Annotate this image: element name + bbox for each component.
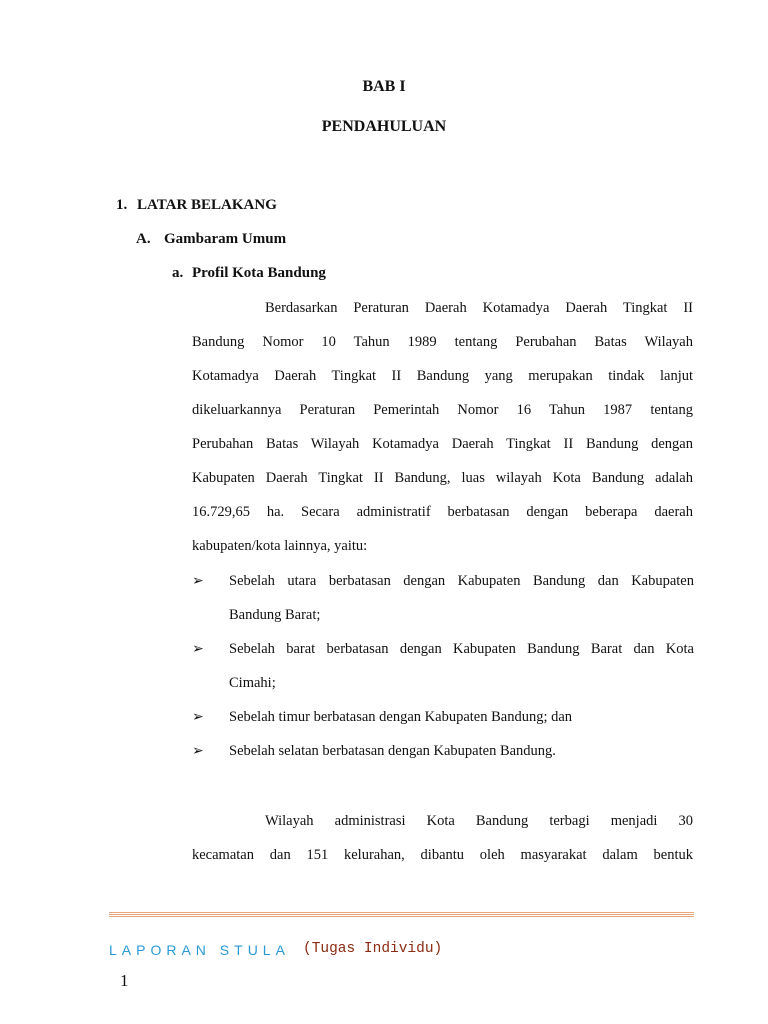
- footer-report-type: (Tugas Individu): [303, 941, 443, 957]
- paragraph-line: 16.729,65 ha. Secara administratif berbatasan dengan beberapa daerah: [192, 504, 693, 520]
- paragraph-line: Kabupaten Daerah Tingkat II Bandung, luas wilayah Kota Bandung adalah: [192, 470, 693, 486]
- bullet-line: Sebelah selatan berbatasan dengan Kabupaten Bandung.: [229, 743, 556, 759]
- bullet-item: [229, 700, 694, 734]
- paragraph-administration: [192, 804, 693, 872]
- page-number: 1: [120, 971, 129, 990]
- bullet-item: [229, 564, 694, 632]
- paragraph-profile: [192, 291, 693, 563]
- heading-2-number: A.: [136, 231, 151, 247]
- paragraph-line: kabupaten/kota lainnya, yaitu:: [192, 538, 368, 554]
- heading-3-number: a.: [172, 265, 184, 281]
- chapter-subtitle: PENDAHULUAN: [321, 118, 447, 135]
- paragraph-line: Bandung Nomor 10 Tahun 1989 tentang Perubahan Batas Wilayah: [192, 334, 693, 350]
- bullet-item: [229, 734, 694, 768]
- paragraph-line: Wilayah administrasi Kota Bandung terbagi menjadi 30: [265, 813, 693, 829]
- arrow-bullet-icon: ➢: [192, 710, 204, 725]
- footer-divider: [109, 912, 694, 917]
- heading-1-label: LATAR BELAKANG: [137, 197, 277, 213]
- heading-2-label: Gambaram Umum: [164, 231, 287, 247]
- paragraph-line: dikeluarkannya Peraturan Pemerintah Nomor 16 Tahun 1987 tentang: [192, 402, 693, 418]
- paragraph-line: Perubahan Batas Wilayah Kotamadya Daerah Tingkat II Bandung dengan: [192, 436, 693, 452]
- arrow-bullet-icon: ➢: [192, 744, 204, 759]
- arrow-bullet-icon: ➢: [192, 642, 204, 657]
- paragraph-line: kecamatan dan 151 kelurahan, dibantu oleh masyarakat dalam bentuk: [192, 847, 693, 863]
- footer-report-title: LAPORAN STULA: [109, 942, 290, 958]
- bullet-line: Bandung Barat;: [229, 607, 321, 623]
- heading-3-label: Profil Kota Bandung: [192, 265, 326, 281]
- bullet-line: Cimahi;: [229, 675, 276, 691]
- bullet-item: [229, 632, 694, 700]
- paragraph-line: Berdasarkan Peraturan Daerah Kotamadya Daerah Tingkat II: [265, 300, 693, 316]
- arrow-bullet-icon: ➢: [192, 574, 204, 589]
- bullet-line: Sebelah barat berbatasan dengan Kabupaten Bandung Barat dan Kota: [229, 641, 694, 657]
- heading-1-number: 1.: [116, 197, 128, 213]
- bullet-line: Sebelah timur berbatasan dengan Kabupaten Bandung; dan: [229, 709, 573, 725]
- paragraph-line: Kotamadya Daerah Tingkat II Bandung yang merupakan tindak lanjut: [192, 368, 693, 384]
- bullet-line: Sebelah utara berbatasan dengan Kabupaten Bandung dan Kabupaten: [229, 573, 694, 589]
- chapter-title: BAB I: [362, 78, 406, 95]
